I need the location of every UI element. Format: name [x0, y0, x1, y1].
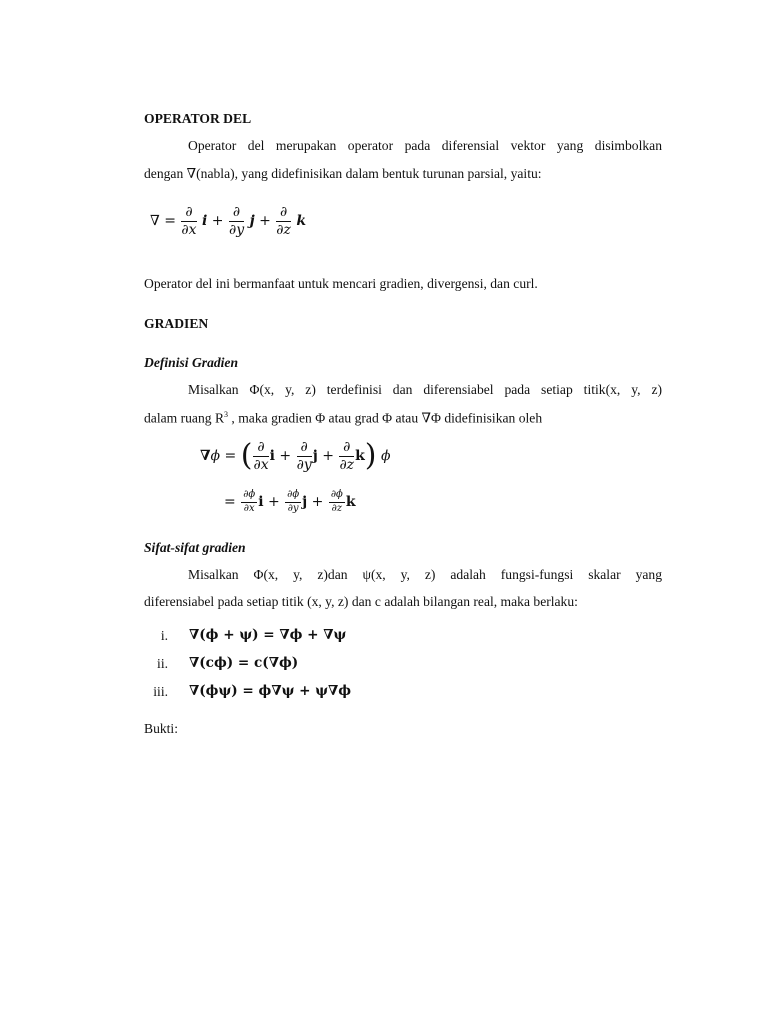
section-heading-operator-del: OPERATOR DEL [144, 111, 252, 126]
properties-title: Sifat-sifat gradien [144, 540, 246, 555]
del-paragraph-line1 [144, 138, 662, 154]
del-paragraph-line2: dengan ∇(nabla), yang didefinisikan dalam bentuk turunan parsial, yaitu: [144, 166, 542, 181]
gradient-equation-2: = $\frac{\partial\phi}{\partial x}$ i + $\frac{\partial\phi}{\partial y}$ j + $\frac{\partial\phi}{\partial z}$ k [224, 489, 356, 514]
definition-line2-post: , maka gradien Φ atau grad Φ atau ∇Φ didefinisikan oleh [228, 410, 543, 426]
definition-title: Definisi Gradien [144, 355, 239, 370]
property-formula-1: ∇(ϕ + ψ) = ∇ϕ + ∇ψ [189, 627, 347, 643]
definition-line2-pre: dalam ruang R [144, 410, 225, 426]
gradient-equation-1: ∇ϕ = ( $\frac{\partial}{\partial x}$ i + $\frac{\partial}{\partial y}$ j + $\frac{\partial}{\partial z}$ k) ϕ [200, 438, 391, 474]
proof-label: Bukti: [144, 721, 178, 736]
definition-line1-text: Misalkan Φ(x, y, z) terdefinisi dan diferensiabel pada setiap titik(x, y, z) [188, 382, 662, 397]
property-number-3: iii. [153, 684, 168, 699]
superscript-3: 3 [224, 410, 229, 419]
definition-line1 [144, 382, 662, 398]
property-formula-2: ∇(cϕ) = c(∇ϕ) [189, 655, 299, 671]
properties-line1-text: Misalkan Φ(x, y, z)dan ψ(x, y, z) adalah fungsi-fungsi skalar yang [188, 567, 662, 582]
property-formula-3: ∇(ϕψ) = ϕ∇ψ + ψ∇ϕ [189, 683, 352, 699]
property-number-1: i. [160, 628, 168, 643]
properties-line2: diferensiabel pada setiap titik (x, y, z) dan c adalah bilangan real, maka berlaku: [144, 594, 578, 609]
properties-line1 [144, 567, 662, 583]
property-number-2: ii. [157, 656, 168, 671]
del-paragraph-line1-text: Operator del merupakan operator pada diferensial vektor yang disimbolkan [188, 138, 662, 153]
del-formula: ∇ = $\frac{\partial}{\partial x}$ i + $\frac{\partial}{\partial y}$ j + $\frac{\partial}{\partial z}$ k [150, 204, 307, 238]
definition-line2 [144, 410, 542, 427]
del-usage-text: Operator del ini bermanfaat untuk mencari gradien, divergensi, dan curl. [144, 276, 538, 291]
section-heading-gradien: GRADIEN [144, 316, 209, 331]
